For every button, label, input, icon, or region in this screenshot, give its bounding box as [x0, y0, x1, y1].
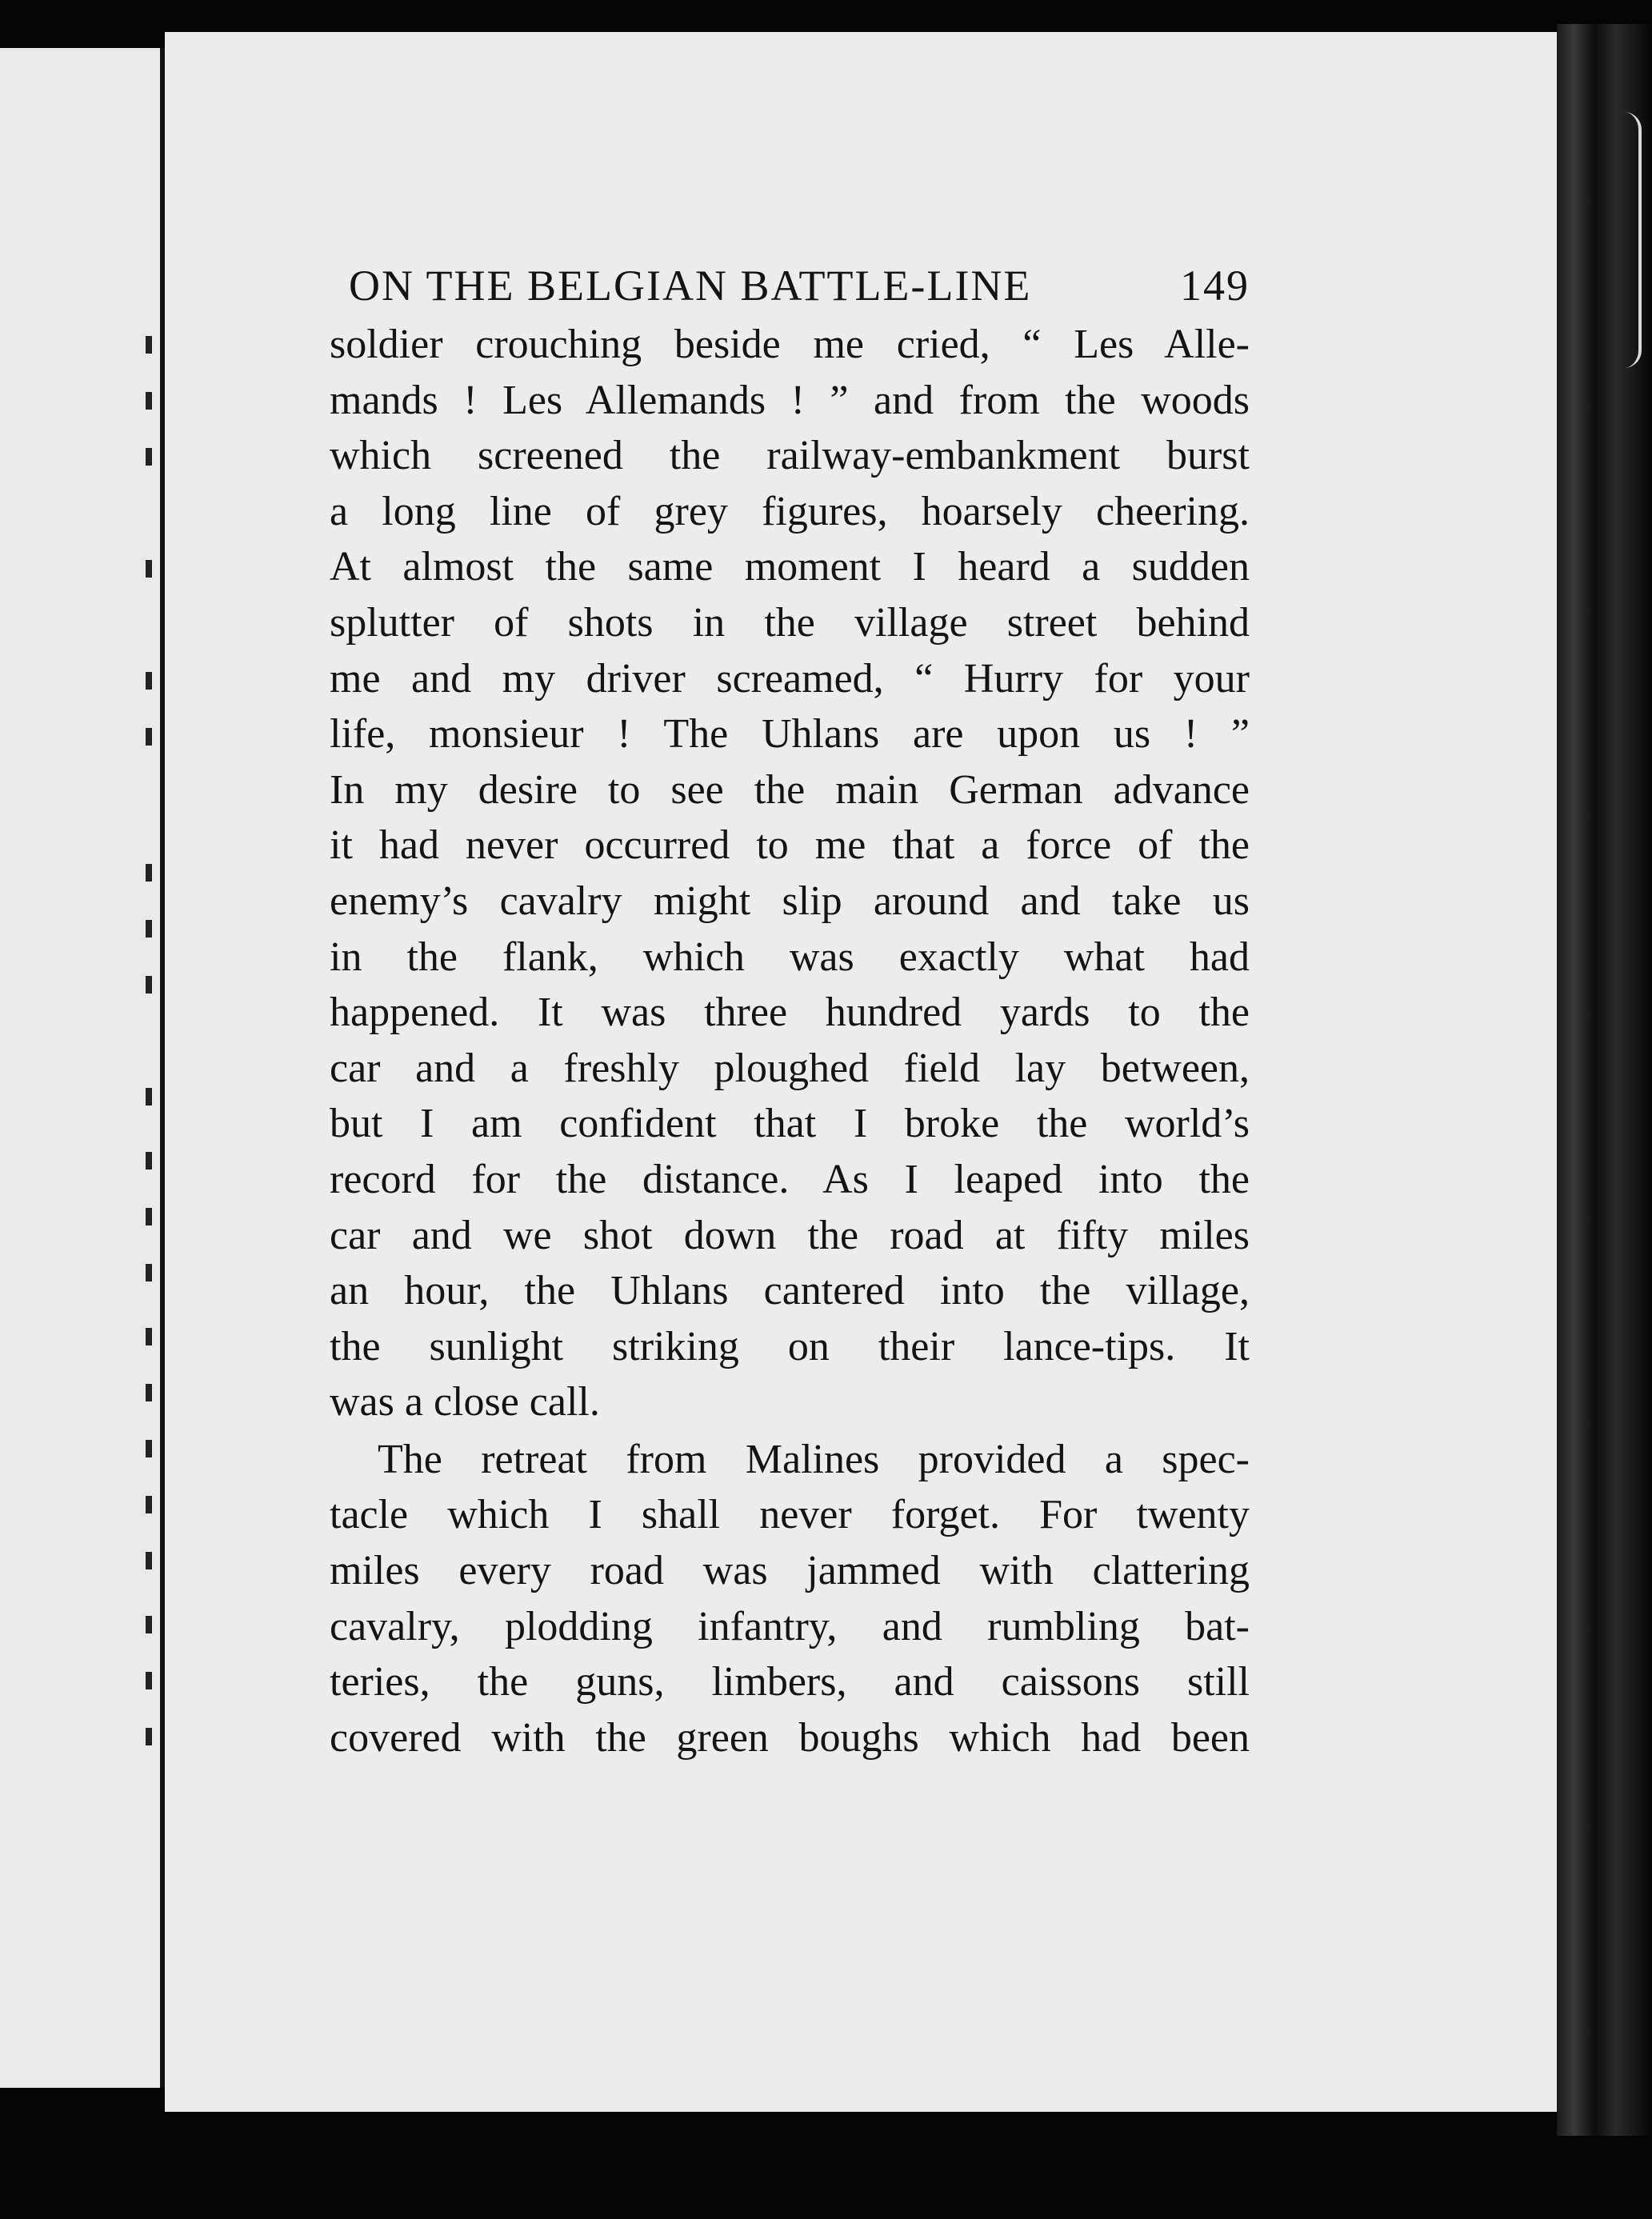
line-end-mark	[146, 448, 152, 466]
line-end-mark	[146, 728, 152, 746]
text-line: soldier crouching beside me cried, “ Les Alle-	[330, 322, 1250, 367]
text-line: enemy’s cavalry might slip around and take us	[330, 878, 1250, 924]
text-line: but I am confident that I broke the world’s	[330, 1101, 1250, 1147]
line-end-mark	[146, 1616, 152, 1633]
line-end-mark	[146, 864, 152, 882]
text-line: me and my driver screamed, “ Hurry for your	[330, 655, 1250, 702]
text-line: in the flank, which was exactly what had	[330, 934, 1250, 980]
previous-page-line-ends	[131, 48, 155, 2088]
line-end-mark	[146, 1208, 152, 1225]
line-end-mark	[146, 1496, 152, 1513]
text-line: record for the distance. As I leaped into the	[330, 1156, 1250, 1202]
text-line: miles every road was jammed with clattering	[330, 1548, 1250, 1594]
text-line: mands ! Les Allemands ! ” and from the woods	[330, 377, 1250, 423]
line-end-mark	[146, 920, 152, 938]
text-line: The retreat from Malines provided a spec-	[378, 1436, 1250, 1482]
line-end-mark	[146, 1440, 152, 1457]
line-end-mark	[146, 1672, 152, 1689]
running-head	[330, 254, 1250, 317]
line-end-mark	[146, 392, 152, 410]
line-end-mark	[146, 1264, 152, 1281]
text-line: cavalry, plodding infantry, and rumbling bat-	[330, 1603, 1250, 1649]
previous-page-sliver	[0, 48, 165, 2088]
text-line: was a close call.	[330, 1379, 600, 1425]
text-line: a long line of grey figures, hoarsely cheering.	[330, 488, 1250, 534]
line-end-mark	[146, 672, 152, 690]
page-curl-highlight	[1624, 112, 1642, 368]
text-line: teries, the guns, limbers, and caissons still	[330, 1659, 1250, 1705]
line-end-mark	[146, 976, 152, 994]
line-end-mark	[146, 1552, 152, 1569]
paragraph-1	[330, 317, 1250, 1430]
paragraph-2	[330, 1432, 1250, 1766]
page-number: 149	[1180, 262, 1250, 310]
text-line: At almost the same moment I heard a sudden	[330, 544, 1250, 590]
text-line: splutter of shots in the village street behind	[330, 599, 1250, 646]
text-line: car and we shot down the road at fifty miles	[330, 1212, 1250, 1258]
text-line: it had never occurred to me that a force of the	[330, 822, 1250, 869]
line-end-mark	[146, 1152, 152, 1169]
text-line: life, monsieur ! The Uhlans are upon us ! ”	[330, 711, 1250, 758]
text-line: which screened the railway-embankment burst	[330, 433, 1250, 479]
line-end-mark	[146, 1384, 152, 1401]
text-line: covered with the green boughs which had been	[330, 1714, 1250, 1761]
text-line: the sunlight striking on their lance-tips. It	[330, 1323, 1250, 1369]
running-head-title: ON THE BELGIAN BATTLE-LINE	[349, 262, 1032, 310]
page-text-block	[330, 254, 1250, 1765]
line-end-mark	[146, 336, 152, 354]
line-end-mark	[146, 1728, 152, 1745]
text-line: In my desire to see the main German advance	[330, 766, 1250, 813]
line-end-mark	[146, 1328, 152, 1345]
text-line: happened. It was three hundred yards to the	[330, 990, 1250, 1036]
line-end-mark	[146, 560, 152, 578]
line-end-mark	[146, 1088, 152, 1106]
text-line: tacle which I shall never forget. For twenty	[330, 1492, 1250, 1538]
text-line: car and a freshly ploughed field lay between,	[330, 1045, 1250, 1091]
text-line: an hour, the Uhlans cantered into the village,	[330, 1268, 1250, 1314]
